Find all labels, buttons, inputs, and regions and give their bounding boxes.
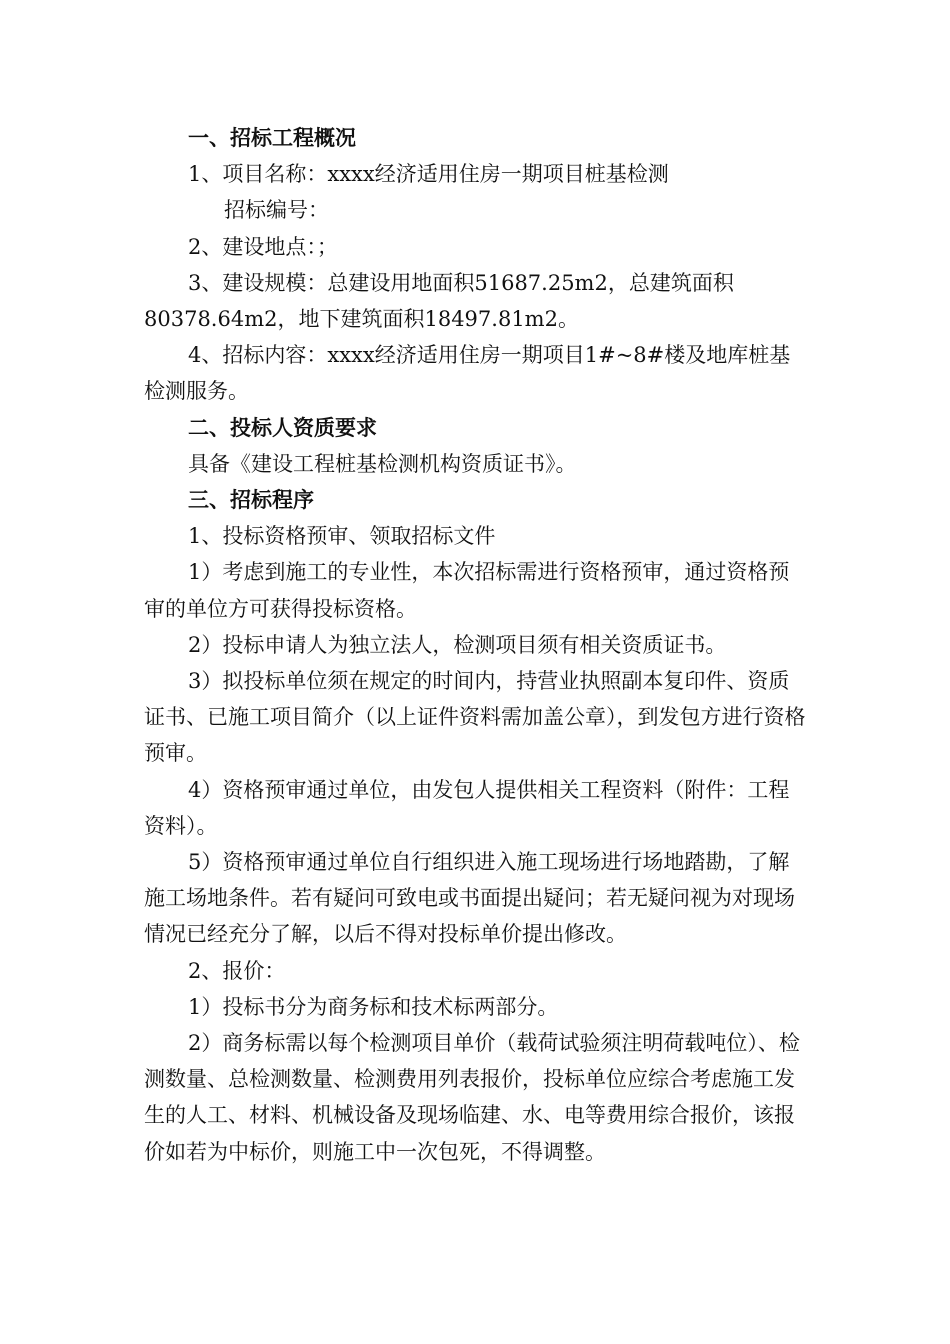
section-1-heading: 一、招标工程概况: [188, 125, 356, 150]
bid-content-line-2: 检测服务。: [144, 379, 249, 404]
bid-number: 招标编号：: [224, 198, 329, 223]
project-name: 1、项目名称：xxxx经济适用住房一期项目桩基检测: [188, 162, 669, 187]
prequalification-title: 1、投标资格预审、领取招标文件: [188, 524, 496, 549]
construction-scale-line-1: 3、建设规模：总建设用地面积51687.25m2，总建筑面积: [188, 270, 734, 295]
qualification-text: 具备《建设工程桩基检测机构资质证书》。: [188, 451, 577, 476]
prequal-paragraph-3: 3）拟投标单位须在规定的时间内，持营业执照副本复印件、资质证书、已施工项目简介（以上证件资料需加盖公章），到发包方进行资格预审。: [144, 669, 806, 766]
construction-location: 2、建设地点：；: [188, 234, 338, 259]
construction-scale-line-2: 80378.64m2，地下建筑面积18497.81m2。: [144, 307, 579, 332]
quotation-title: 2、报价：: [188, 958, 286, 983]
bid-content-line-1: 4、招标内容：xxxx经济适用住房一期项目1#~8#楼及地库桩基: [188, 343, 791, 368]
prequal-paragraph-4: 4）资格预审通过单位，由发包人提供相关工程资料（附件：工程资料）。: [144, 777, 790, 838]
prequal-paragraph-5: 5）资格预审通过单位自行组织进入施工现场进行场地踏勘，了解施工场地条件。若有疑问可致电或书面提出疑问；若无疑问视为对现场情况已经充分了解，以后不得对投标单价提出修改。: [144, 850, 795, 947]
document-page: [144, 120, 809, 1170]
section-3-heading: 三、招标程序: [188, 487, 314, 513]
prequal-paragraph-1: 1）考虑到施工的专业性，本次招标需进行资格预审，通过资格预审的单位方可获得投标资格。: [144, 560, 790, 621]
quotation-paragraph-1: 1）投标书分为商务标和技术标两部分。: [188, 994, 559, 1019]
quotation-paragraph-2: 2）商务标需以每个检测项目单价（载荷试验须注明荷载吨位）、检测数量、总检测数量、检测费用列表报价，投标单位应综合考虑施工发生的人工、材料、机械设备及现场临建、水、电等费用综合报价，该报价如若为中标价，则施工中一次包死，不得调整。: [144, 1031, 800, 1164]
section-2-heading: 二、投标人资质要求: [188, 414, 377, 440]
prequal-paragraph-2: 2）投标申请人为独立法人，检测项目须有相关资质证书。: [188, 632, 727, 657]
